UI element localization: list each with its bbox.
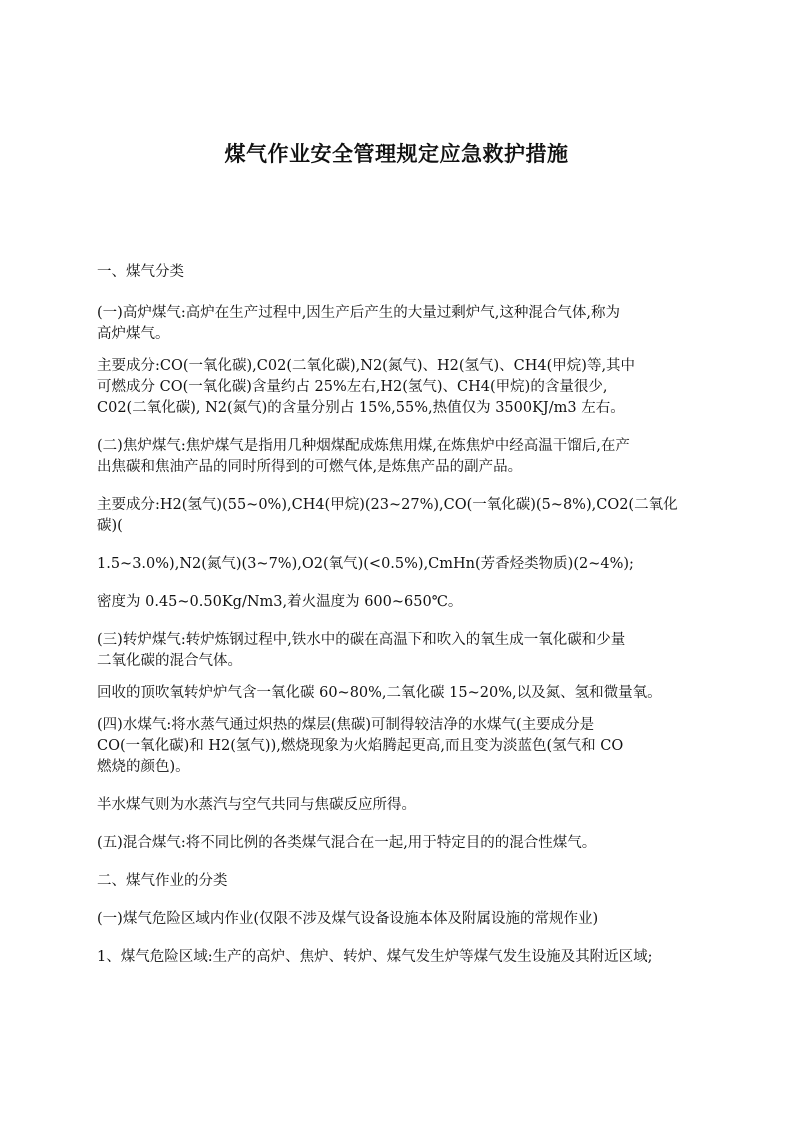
text-line: (一)高炉煤气:高炉在生产过程中,因生产后产生的大量过剩炉气,这种混合气体,称为 xyxy=(97,305,621,321)
text-line: 二氧化碳的混合气体。 xyxy=(97,653,242,669)
paragraph-water-gas xyxy=(97,715,697,778)
text-line: CO(一氧化碳)和 H2(氢气)),燃烧现象为火焰腾起更高,而且变为淡蓝色(氢气和 CO xyxy=(97,738,624,754)
paragraph-coke-oven-composition xyxy=(97,495,697,537)
text-line: 回收的顶吹氧转炉炉气含一氧化碳 60~80%,二氧化碳 15~20%,以及氮、氢和微量氧。 xyxy=(97,685,662,701)
text-line: 出焦碳和焦油产品的同时所得到的可燃气体,是炼焦产品的副产品。 xyxy=(97,459,523,475)
paragraph-danger-zone-work xyxy=(97,909,697,930)
document-title: 煤气作业安全管理规定应急救护措施 xyxy=(224,142,569,166)
paragraph-mixed-gas xyxy=(97,833,697,854)
paragraph-blast-furnace-gas xyxy=(97,303,697,345)
text-line: (三)转炉煤气:转炉炼钢过程中,铁水中的碳在高温下和吹入的氧生成一氧化碳和少量 xyxy=(97,632,626,648)
paragraph-coke-oven-composition-cont xyxy=(97,554,697,575)
text-line: (一)煤气危险区域内作业(仅限不涉及煤气设备设施本体及附属设施的常规作业) xyxy=(97,911,599,927)
paragraph-danger-zone-definition xyxy=(97,947,697,968)
text-line: 1.5~3.0%),N2(氮气)(3~7%),O2(氧气)(<0.5%),CmHn(芳香烃类物质)(2~4%); xyxy=(97,556,634,572)
text-line: 一、煤气分类 xyxy=(97,264,184,280)
text-line: (四)水煤气:将水蒸气通过炽热的煤层(焦碳)可制得较洁净的水煤气(主要成分是 xyxy=(97,717,595,733)
text-line: 主要成分:CO(一氧化碳),C02(二氧化碳),N2(氮气)、H2(氢气)、CH4(甲烷)等,其中 xyxy=(97,358,636,374)
paragraph-density xyxy=(97,592,697,613)
text-line: 密度为 0.45~0.50Kg/Nm3,着火温度为 600~650℃。 xyxy=(97,594,463,610)
text-line: 高炉煤气。 xyxy=(97,326,170,342)
text-line: (五)混合煤气:将不同比例的各类煤气混合在一起,用于特定目的的混合性煤气。 xyxy=(97,835,597,851)
text-line: 主要成分:H2(氢气)(55~0%),CH4(甲烷)(23~27%),CO(一氧化碳)(5~8%),CO2(二氧化 xyxy=(97,497,678,513)
text-line: (二)焦炉煤气:焦炉煤气是指用几种烟煤配成炼焦用煤,在炼焦炉中经高温干馏后,在产 xyxy=(97,438,630,454)
text-line: 燃烧的颜色)。 xyxy=(97,759,190,775)
text-line: 半水煤气则为水蒸汽与空气共同与焦碳反应所得。 xyxy=(97,797,416,813)
section-heading-2 xyxy=(97,871,697,892)
section-heading-1 xyxy=(97,262,697,283)
text-line: C02(二氧化碳), N2(氮气)的含量分别占 15%,55%,热值仅为 3500KJ/m3 左右。 xyxy=(97,400,625,416)
text-line: 可燃成分 CO(一氧化碳)含量约占 25%左右,H2(氢气)、CH4(甲烷)的含量很少, xyxy=(97,379,608,395)
paragraph-converter-recovery xyxy=(97,683,697,704)
text-line: 1、煤气危险区域:生产的高炉、焦炉、转炉、煤气发生炉等煤气发生设施及其附近区域; xyxy=(97,949,653,965)
paragraph-blast-furnace-composition xyxy=(97,356,697,419)
text-line: 二、煤气作业的分类 xyxy=(97,873,228,889)
paragraph-coke-oven-gas xyxy=(97,436,697,478)
document-body xyxy=(97,262,697,968)
paragraph-semi-water-gas xyxy=(97,795,697,816)
paragraph-converter-gas xyxy=(97,630,697,672)
text-line: 碳)( xyxy=(97,518,123,534)
